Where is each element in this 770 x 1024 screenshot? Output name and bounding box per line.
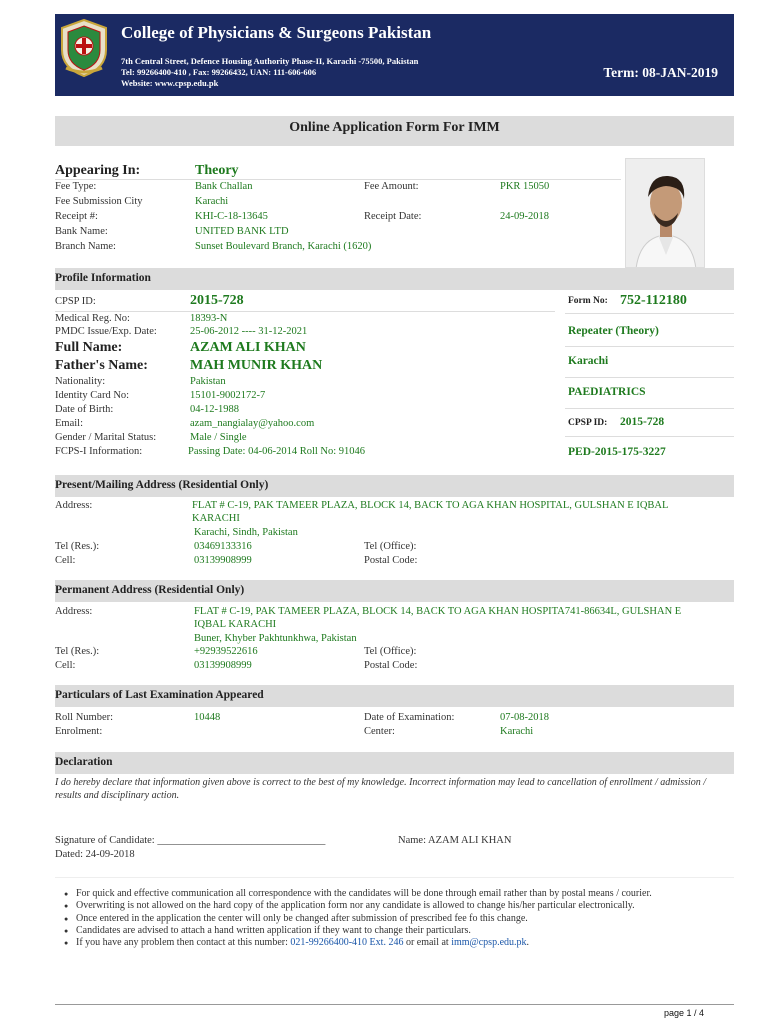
- father-name-value: MAH MUNIR KHAN: [190, 358, 323, 373]
- appearing-label: Appearing In:: [55, 163, 141, 178]
- permanent-cell-value: 03139908999: [194, 660, 252, 671]
- center-label: Center:: [364, 726, 395, 737]
- receipt-date-value: 24-09-2018: [500, 211, 549, 222]
- ped-code: PED-2015-175-3227: [568, 446, 666, 458]
- receipt-label: Receipt #:: [55, 211, 98, 222]
- full-name-label: Full Name:: [55, 340, 123, 355]
- present-tel-office-label: Tel (Office):: [364, 541, 417, 552]
- declaration-bar: [55, 752, 734, 774]
- med-reg-label: Medical Reg. No:: [55, 313, 130, 324]
- pmdc-label: PMDC Issue/Exp. Date:: [55, 326, 157, 337]
- present-tel-res-label: Tel (Res.):: [55, 541, 100, 552]
- branch-value: Sunset Boulevard Branch, Karachi (1620): [195, 241, 372, 252]
- permanent-address-title: Permanent Address (Residential Only): [55, 584, 245, 596]
- divider: [55, 179, 621, 180]
- note-item: ● Overwriting is not allowed on the hard copy of the application form nor any candidate is allowed to change his/her particular electronically.: [62, 900, 730, 912]
- note-item-contact: [62, 937, 730, 949]
- divider: [565, 408, 734, 409]
- fee-city-value: Karachi: [195, 196, 229, 207]
- last-exam-title: Particulars of Last Examination Appeared: [55, 689, 264, 701]
- present-tel-res-value: 03469133316: [194, 541, 252, 552]
- full-name-value: AZAM ALI KHAN: [190, 340, 306, 355]
- exam-date-label: Date of Examination:: [364, 712, 455, 723]
- cpsp-id-label: CPSP ID:: [55, 296, 96, 307]
- permanent-address-line2: IQBAL KARACHI: [194, 619, 277, 630]
- branch-label: Branch Name:: [55, 241, 116, 252]
- enrolment-label: Enrolment:: [55, 726, 103, 737]
- declaration-date: Dated: 24-09-2018: [55, 849, 135, 860]
- specialty: PAEDIATRICS: [568, 386, 646, 398]
- person-photo-icon: [626, 159, 705, 268]
- fee-city-label: Fee Submission City: [55, 196, 143, 207]
- id-card-label: Identity Card No:: [55, 390, 130, 401]
- notes-list: [62, 888, 730, 949]
- footer-divider: [55, 1004, 734, 1005]
- nationality-value: Pakistan: [190, 376, 226, 387]
- med-reg-value: 18393-N: [190, 313, 228, 324]
- dob-label: Date of Birth:: [55, 404, 114, 415]
- permanent-address-line3: Buner, Khyber Pakhtunkhwa, Pakistan: [194, 633, 357, 644]
- pmdc-value: 25-06-2012 ---- 31-12-2021: [190, 326, 308, 337]
- gender-label: Gender / Marital Status:: [55, 432, 157, 443]
- form-no-label: Form No:: [568, 296, 608, 306]
- dob-value: 04-12-1988: [190, 404, 239, 415]
- cpsp-seal-icon: [58, 18, 110, 78]
- header-banner: [55, 14, 734, 96]
- permanent-postal-label: Postal Code:: [364, 660, 418, 671]
- contact-suffix: .: [526, 937, 530, 949]
- email-value: azam_nangialay@yahoo.com: [190, 418, 315, 429]
- present-address-label: Address:: [55, 500, 93, 511]
- declaration-title: Declaration: [55, 756, 113, 768]
- exam-city: Karachi: [568, 355, 609, 367]
- form-title: Online Application Form For IMM: [289, 120, 500, 135]
- cpsp-id-value: 2015-728: [190, 293, 244, 308]
- page-number: page 1 / 4: [663, 1008, 704, 1018]
- right-cpsp-id-value: 2015-728: [620, 416, 665, 428]
- candidate-name: Name: AZAM ALI KHAN: [398, 835, 512, 846]
- note-item: ● For quick and effective communication all correspondence with the candidates will be done through email rather than by postal means / courier.: [62, 888, 730, 900]
- appearing-value: Theory: [195, 163, 239, 178]
- contact-middle: or email at: [403, 937, 452, 949]
- fee-type-label: Fee Type:: [55, 181, 97, 192]
- fcps-value: Passing Date: 04-06-2014 Roll No: 91046: [188, 446, 366, 457]
- signature-line: Signature of Candidate: ________________________________: [55, 835, 326, 846]
- receipt-value: KHI-C-18-13645: [195, 211, 268, 222]
- present-address-line3: Karachi, Sindh, Pakistan: [194, 527, 298, 538]
- bank-value: UNITED BANK LTD: [195, 226, 289, 237]
- divider: [565, 436, 734, 437]
- college-name: College of Physicians & Surgeons Pakistan: [121, 23, 432, 42]
- present-address-line1: FLAT # C-19, PAK TAMEER PLAZA, BLOCK 14, BACK TO AGA KHAN HOSPITAL, GULSHAN E IQBAL: [192, 500, 669, 511]
- fcps-label: FCPS-I Information:: [55, 446, 143, 457]
- right-cpsp-id-label: CPSP ID:: [568, 418, 608, 428]
- divider: [565, 377, 734, 378]
- permanent-cell-label: Cell:: [55, 660, 76, 671]
- fee-type-value: Bank Challan: [195, 181, 253, 192]
- college-address: 7th Central Street, Defence Housing Authority Phase-II, Karachi -75500, Pakistan: [121, 56, 419, 66]
- nationality-label: Nationality:: [55, 376, 106, 387]
- permanent-tel-res-label: Tel (Res.):: [55, 646, 100, 657]
- profile-header-bar: [55, 268, 734, 290]
- contact-prefix: If you have any problem then contact at this number:: [76, 937, 291, 949]
- email-label: Email:: [55, 418, 83, 429]
- gender-value: Male / Single: [190, 432, 247, 443]
- divider: [565, 346, 734, 347]
- bank-label: Bank Name:: [55, 226, 108, 237]
- id-card-value: 15101-9002172-7: [190, 390, 266, 401]
- permanent-address-label: Address:: [55, 606, 93, 617]
- divider: [565, 313, 734, 314]
- permanent-address-line1: FLAT # C-19, PAK TAMEER PLAZA, BLOCK 14, BACK TO AGA KHAN HOSPITA741-86634L, GULSHAN E: [194, 606, 682, 617]
- exam-date-value: 07-08-2018: [500, 712, 549, 723]
- roll-number-label: Roll Number:: [55, 712, 114, 723]
- present-address-title: Present/Mailing Address (Residential Only): [55, 479, 269, 491]
- receipt-date-label: Receipt Date:: [364, 211, 422, 222]
- college-website: Website: www.cpsp.edu.pk: [121, 78, 219, 88]
- divider: [55, 311, 555, 312]
- present-address-line2: KARACHI: [192, 513, 240, 524]
- permanent-tel-office-label: Tel (Office):: [364, 646, 417, 657]
- note-item: ● Once entered in the application the center will only be changed after submission of prescribed fee fo this change.: [62, 913, 730, 925]
- center-value: Karachi: [500, 726, 534, 737]
- declaration-text: I do hereby declare that information given above is correct to the best of my knowledge. Incorrect information may lead to cancellation of enrollment / admission / results and disciplinary action.: [55, 777, 707, 801]
- profile-title: Profile Information: [55, 272, 151, 284]
- term-date: Term: 08-JAN-2019: [603, 65, 718, 80]
- repeater-status: Repeater (Theory): [568, 325, 659, 337]
- present-cell-label: Cell:: [55, 555, 76, 566]
- roll-number-value: 10448: [194, 712, 221, 723]
- note-item: ● Candidates are advised to attach a hand written application if they want to change their particulars.: [62, 925, 730, 937]
- fee-amount-value: PKR 15050: [500, 181, 550, 192]
- contact-email-link[interactable]: imm@cpsp.edu.pk: [451, 937, 527, 949]
- college-contact: Tel: 99266400-410 , Fax: 99266432, UAN: 111-606-606: [121, 67, 317, 77]
- contact-phone[interactable]: 021-99266400-410 Ext. 246: [290, 937, 404, 949]
- present-postal-label: Postal Code:: [364, 555, 418, 566]
- father-name-label: Father's Name:: [55, 358, 148, 373]
- permanent-tel-res-value: +92939522616: [194, 646, 258, 657]
- candidate-photo: [625, 158, 705, 268]
- fee-amount-label: Fee Amount:: [364, 181, 419, 192]
- present-cell-value: 03139908999: [194, 555, 252, 566]
- form-no-value: 752-112180: [620, 293, 687, 308]
